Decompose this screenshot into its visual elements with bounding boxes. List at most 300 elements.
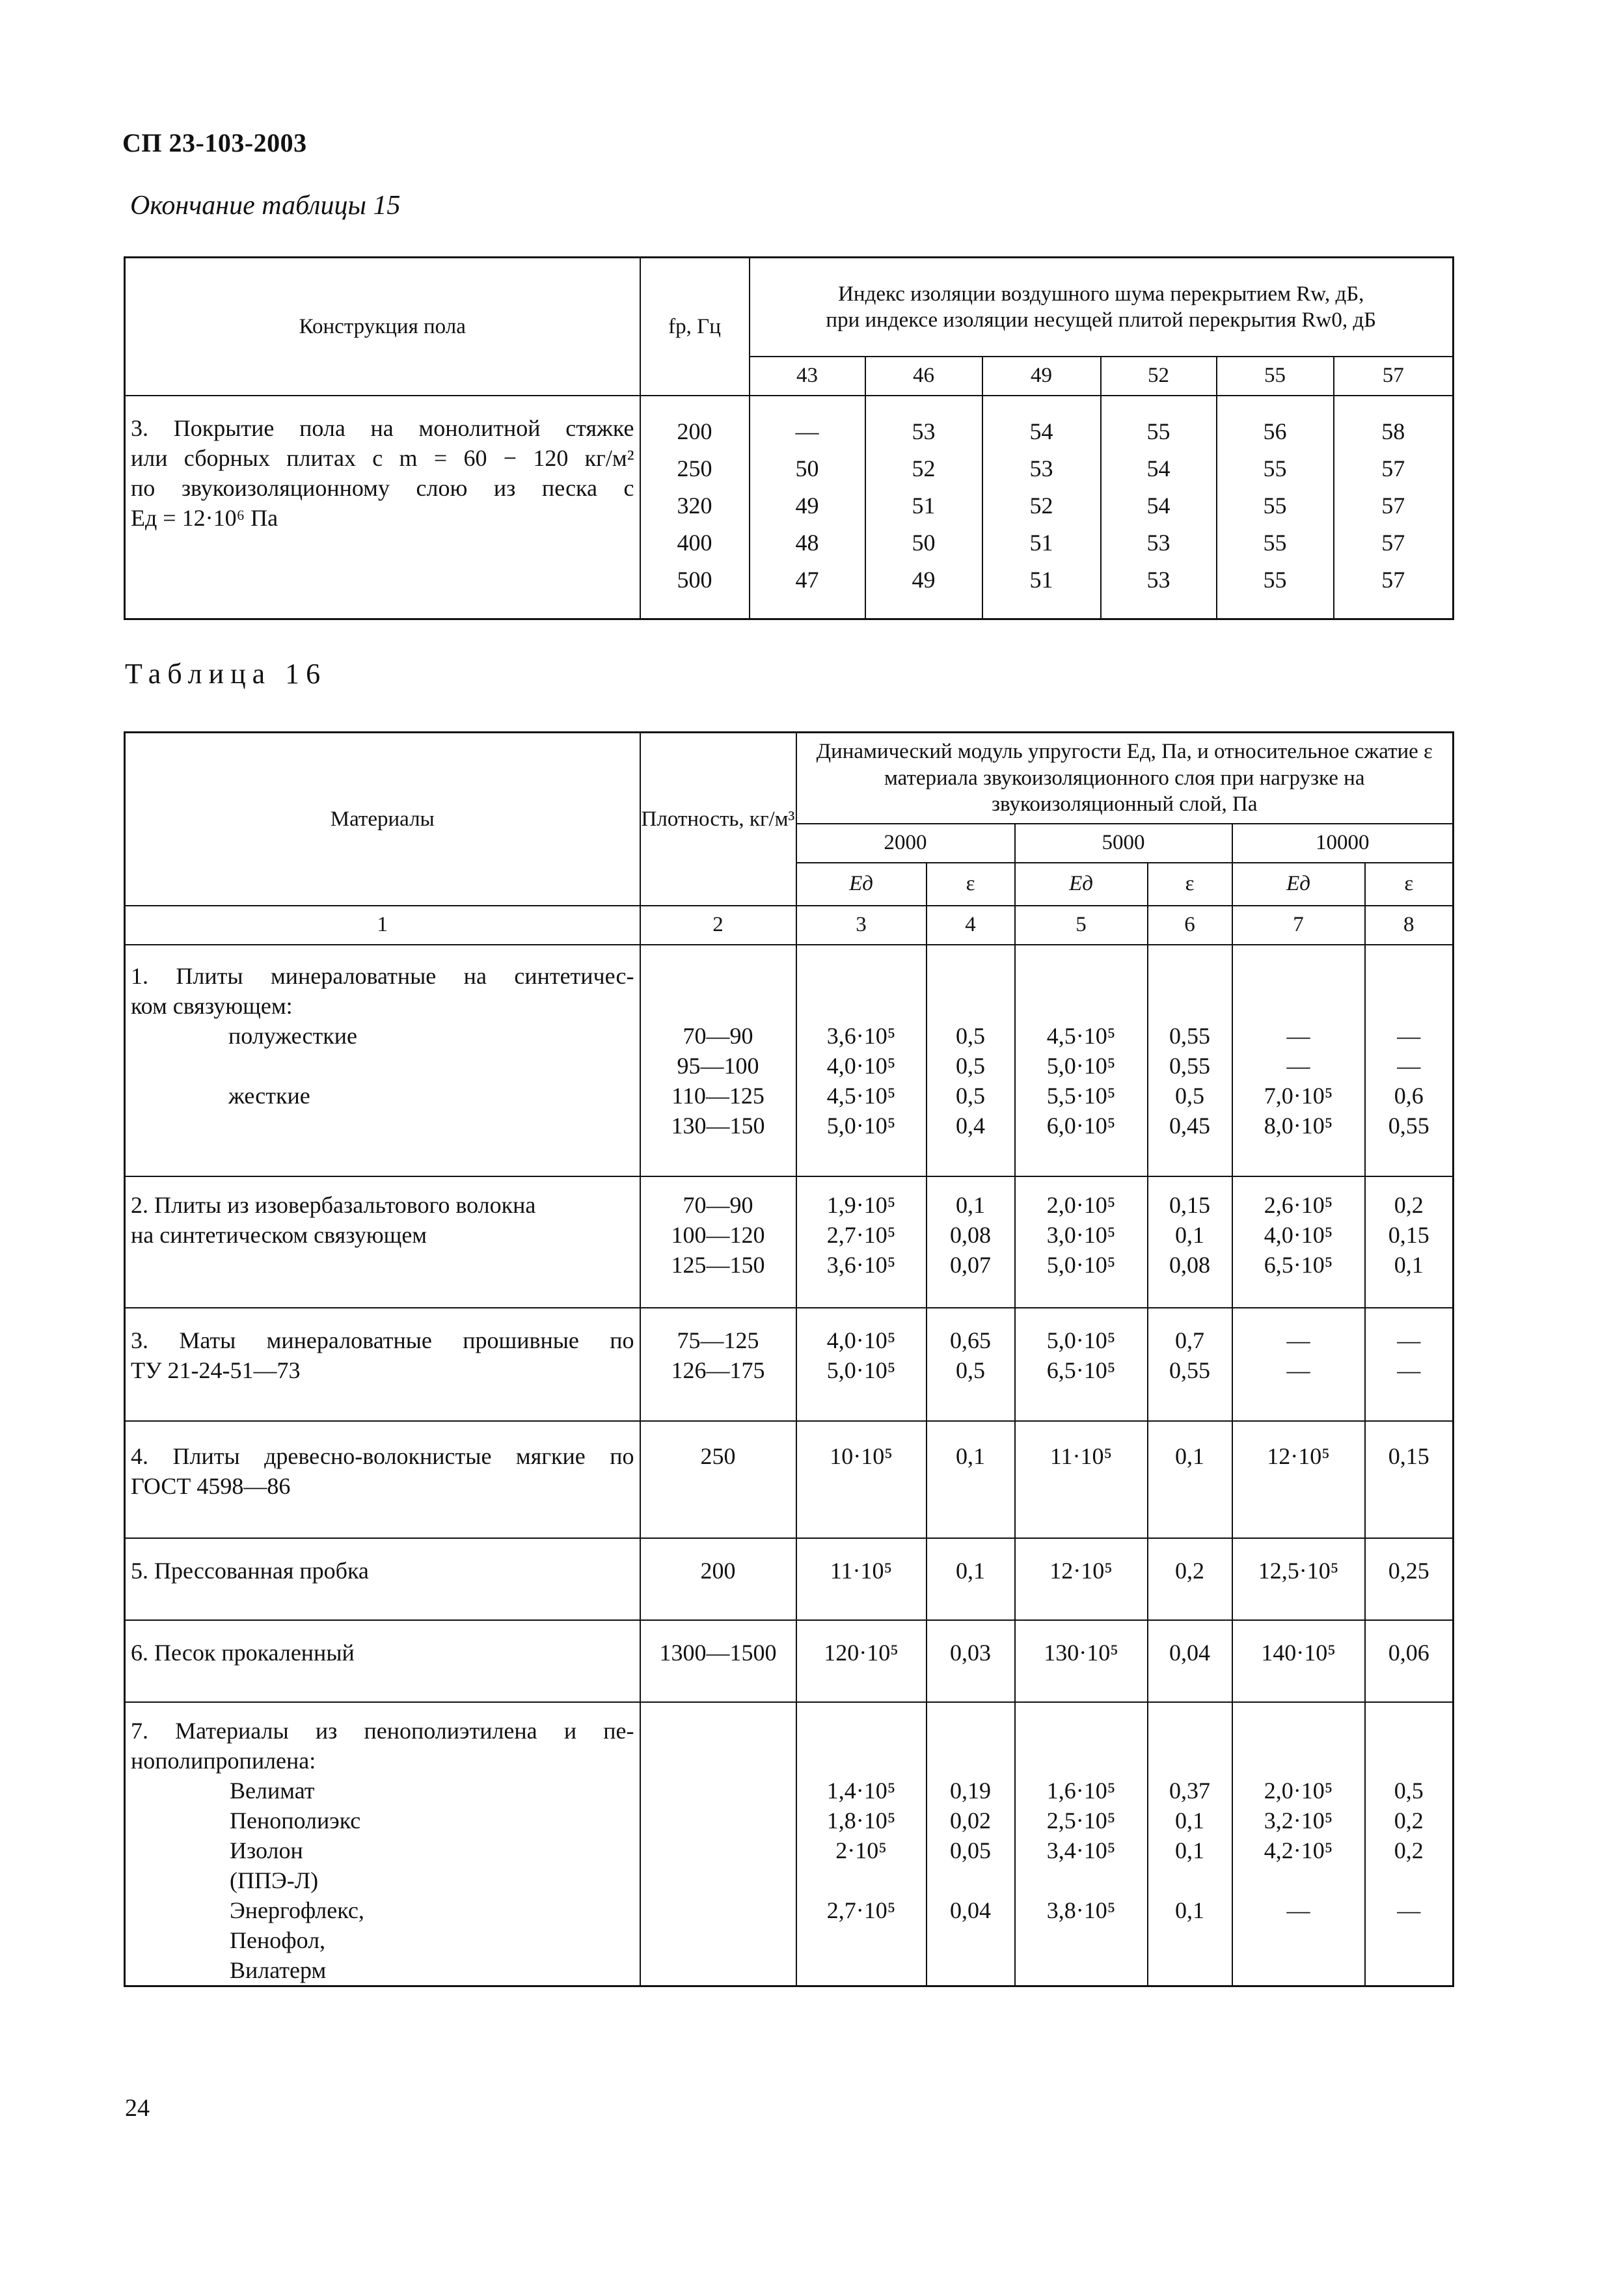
index-value: 51 (1029, 529, 1053, 556)
value-line (927, 991, 1014, 1021)
value-line (1366, 1865, 1453, 1895)
table-row (125, 1620, 1454, 1702)
strain-5000-cell (1148, 1702, 1232, 1986)
subheader-cell: 49 (982, 357, 1101, 396)
material-line (131, 1111, 634, 1141)
header-isolation-index (750, 258, 1454, 357)
strain-5000-cell (1148, 1538, 1232, 1620)
material-line: 6. Песок прокаленный (131, 1639, 355, 1666)
subheader-cell: 52 (1101, 357, 1217, 396)
value-line: 110—125 (671, 1082, 765, 1109)
value-line: 0,2 (1394, 1807, 1424, 1834)
modulus-subheader: Ед (1232, 863, 1365, 906)
index-value: 55 (1146, 418, 1171, 444)
material-cell (125, 1702, 640, 1986)
value-line: 0,15 (1169, 1191, 1210, 1218)
material-line: Пенофол, (230, 1927, 326, 1953)
value-line: — (1286, 1897, 1310, 1923)
strain-2000-cell (927, 945, 1015, 1176)
value-line: 3,6·10⁵ (826, 1251, 896, 1278)
modulus-5000-cell (1015, 945, 1148, 1176)
value-line: 0,15 (1388, 1442, 1429, 1469)
index-value: 54 (1146, 492, 1171, 519)
value-line: 10·10⁵ (830, 1442, 893, 1469)
value-line (1016, 1955, 1147, 1985)
value-line: 0,04 (950, 1897, 991, 1923)
index-value: 52 (1029, 492, 1053, 519)
material-line: 4. Плиты древесно-волокнистые мягкие по (131, 1442, 634, 1469)
value-line: 0,1 (1175, 1897, 1204, 1923)
strain-5000-cell (1148, 945, 1232, 1176)
index-value: 55 (1263, 455, 1287, 481)
value-line: 0,5 (956, 1022, 985, 1049)
value-line: 0,03 (950, 1639, 991, 1666)
index-value: 49 (795, 492, 819, 519)
value-line (1366, 961, 1453, 991)
value-line: 0,55 (1169, 1052, 1210, 1079)
header-materials: Материалы (125, 733, 640, 906)
value-line: 0,1 (1175, 1221, 1204, 1248)
material-line: ГОСТ 4598—86 (131, 1472, 291, 1499)
value-line: 0,2 (1394, 1837, 1424, 1863)
column-number: 3 (796, 906, 927, 945)
value-line (927, 1716, 1014, 1746)
value-line (641, 1746, 796, 1776)
value-line: 0,25 (1388, 1557, 1429, 1584)
index-value: 51 (1029, 566, 1053, 593)
value-line (1366, 1955, 1453, 1985)
strain-10000-cell (1365, 1620, 1454, 1702)
value-line (641, 991, 796, 1021)
value-line (797, 961, 926, 991)
strain-5000-cell (1148, 1176, 1232, 1308)
column-number: 6 (1148, 906, 1232, 945)
index-value: 57 (1381, 566, 1405, 593)
value-line: 0,1 (956, 1442, 985, 1469)
modulus-2000-cell (796, 945, 927, 1176)
material-line: Изолон (230, 1837, 303, 1863)
value-line: 0,15 (1388, 1221, 1429, 1248)
construction-line: Ед = 12·10⁶ Па (131, 504, 278, 531)
column-number: 2 (640, 906, 796, 945)
value-line: 2,7·10⁵ (826, 1221, 896, 1248)
value-line: 140·10⁵ (1261, 1639, 1336, 1666)
value-line: 0,55 (1169, 1357, 1210, 1383)
modulus-10000-cell (1232, 945, 1365, 1176)
strain-2000-cell (927, 1620, 1015, 1702)
table-15 (124, 256, 1454, 620)
modulus-5000-cell (1015, 1538, 1148, 1620)
value-line: 126—175 (671, 1357, 765, 1383)
value-line: 4,0·10⁵ (1264, 1221, 1333, 1248)
value-line: 2,7·10⁵ (826, 1897, 896, 1923)
index-value: 53 (1029, 455, 1053, 481)
table-row (125, 1538, 1454, 1620)
value-line: 8,0·10⁵ (1264, 1112, 1333, 1139)
strain-2000-cell (927, 1538, 1015, 1620)
material-cell (125, 1176, 640, 1308)
value-line (1016, 961, 1147, 991)
value-line: 4,0·10⁵ (826, 1052, 896, 1079)
material-line: Вилатерм (230, 1957, 327, 1983)
density-cell (640, 1620, 796, 1702)
modulus-10000-cell (1232, 1176, 1365, 1308)
value-line: 0,5 (956, 1082, 985, 1109)
value-line: 0,45 (1169, 1112, 1210, 1139)
material-line: Пенополиэкс (230, 1807, 361, 1834)
value-line: 4,2·10⁵ (1264, 1837, 1333, 1863)
value-line (797, 1865, 926, 1895)
index-value: 55 (1263, 492, 1287, 519)
table-row (125, 945, 1454, 1176)
header-construction: Конструкция пола (125, 258, 640, 396)
index-value: 53 (912, 418, 936, 444)
value-line: 1,6·10⁵ (1046, 1777, 1116, 1804)
value-line (1016, 1865, 1147, 1895)
value-line: 70—90 (683, 1022, 753, 1049)
value-line (641, 1925, 796, 1955)
modulus-10000-cell (1232, 1421, 1365, 1538)
material-line (131, 1051, 634, 1081)
density-cell (640, 1702, 796, 1986)
index-column-52 (1101, 396, 1217, 619)
column-number: 7 (1232, 906, 1365, 945)
strain-2000-cell (927, 1308, 1015, 1421)
value-line: 0,06 (1388, 1639, 1429, 1666)
value-line: 5,0·10⁵ (1046, 1327, 1116, 1353)
value-line (1016, 1925, 1147, 1955)
value-line: — (1286, 1022, 1310, 1049)
modulus-subheader: Ед (796, 863, 927, 906)
index-column-55 (1217, 396, 1334, 619)
value-line: — (1286, 1357, 1310, 1383)
value-line: 0,08 (950, 1221, 991, 1248)
value-line (1233, 991, 1364, 1021)
column-number: 5 (1015, 906, 1148, 945)
strain-10000-cell (1365, 1308, 1454, 1421)
value-line (1016, 1716, 1147, 1746)
load-2000-header: 2000 (796, 824, 1015, 863)
value-line (1233, 1865, 1364, 1895)
strain-2000-cell (927, 1702, 1015, 1986)
value-line: 0,5 (1394, 1777, 1424, 1804)
strain-10000-cell (1365, 1421, 1454, 1538)
frequency-value: 200 (677, 418, 712, 444)
value-line (1016, 1746, 1147, 1776)
value-line (641, 1716, 796, 1746)
value-line: 7,0·10⁵ (1264, 1082, 1333, 1109)
modulus-2000-cell (796, 1176, 927, 1308)
modulus-5000-cell (1015, 1620, 1148, 1702)
value-line (1233, 1955, 1364, 1985)
value-line: 3,2·10⁵ (1264, 1807, 1333, 1834)
index-value: 51 (912, 492, 936, 519)
strain-5000-cell (1148, 1620, 1232, 1702)
value-line (1148, 991, 1232, 1021)
index-value: 52 (912, 455, 936, 481)
column-number: 8 (1365, 906, 1454, 945)
value-line: — (1397, 1022, 1421, 1049)
value-line: — (1397, 1327, 1421, 1353)
value-line (641, 961, 796, 991)
index-value: 50 (795, 455, 819, 481)
strain-10000-cell (1365, 1702, 1454, 1986)
index-value: 57 (1381, 455, 1405, 481)
material-cell (125, 1620, 640, 1702)
material-cell (125, 1538, 640, 1620)
construction-line: 3. Покрытие пола на монолитной стяжке (131, 414, 634, 441)
index-value: — (795, 418, 819, 444)
value-line: 0,1 (956, 1557, 985, 1584)
value-line (1233, 1925, 1364, 1955)
value-line (1148, 1955, 1232, 1985)
value-line: 1300—1500 (659, 1639, 777, 1666)
strain-subheader: ε (927, 863, 1015, 906)
value-line: 130·10⁵ (1044, 1639, 1118, 1666)
density-cell (640, 1176, 796, 1308)
index-value: 53 (1146, 566, 1171, 593)
material-line: ком связующем: (131, 992, 293, 1019)
strain-2000-cell (927, 1421, 1015, 1538)
column-number-row (125, 906, 1454, 945)
value-line: 120·10⁵ (824, 1639, 899, 1666)
value-line: 100—120 (671, 1221, 765, 1248)
value-line (641, 1895, 796, 1925)
index-value: 56 (1263, 418, 1287, 444)
value-line: 6,5·10⁵ (1046, 1357, 1116, 1383)
value-line: 0,08 (1169, 1251, 1210, 1278)
column-number: 4 (927, 906, 1015, 945)
value-line: 0,2 (1175, 1557, 1204, 1584)
frequency-value: 320 (677, 492, 712, 519)
value-line: 0,37 (1169, 1777, 1210, 1804)
value-line: 11·10⁵ (1049, 1442, 1113, 1469)
strain-5000-cell (1148, 1421, 1232, 1538)
construction-line: по звукоизоляционному слою из песка с (131, 474, 634, 501)
subheader-cell: 46 (865, 357, 982, 396)
index-value: 57 (1381, 529, 1405, 556)
value-line: 5,0·10⁵ (1046, 1251, 1116, 1278)
value-line: 3,6·10⁵ (826, 1022, 896, 1049)
frequency-cell (640, 396, 750, 619)
value-line: 5,0·10⁵ (826, 1112, 896, 1139)
material-line: жесткие (228, 1082, 310, 1109)
value-line: — (1397, 1052, 1421, 1079)
page-number: 24 (125, 2094, 150, 2122)
header-isolation-line1: Индекс изоляции воздушного шума перекрытием Rw, дБ, (838, 282, 1364, 306)
index-value: 50 (912, 529, 936, 556)
frequency-value: 400 (677, 529, 712, 556)
value-line: 125—150 (671, 1251, 765, 1278)
value-line (927, 961, 1014, 991)
value-line (641, 1835, 796, 1865)
header-frequency: fр, Гц (640, 258, 750, 396)
value-line: 2,0·10⁵ (1046, 1191, 1116, 1218)
column-number: 1 (125, 906, 640, 945)
index-value: 47 (795, 566, 819, 593)
material-line: ТУ 21-24-51—73 (131, 1357, 301, 1383)
value-line: — (1397, 1897, 1421, 1923)
value-line (1366, 1925, 1453, 1955)
density-cell (640, 1421, 796, 1538)
index-column-43 (750, 396, 865, 619)
table-row (125, 1702, 1454, 1986)
index-value: 55 (1263, 566, 1287, 593)
value-line: 4,0·10⁵ (826, 1327, 896, 1353)
value-line: 0,4 (956, 1112, 985, 1139)
value-line: 3,4·10⁵ (1046, 1837, 1116, 1863)
index-value: 53 (1146, 529, 1171, 556)
value-line: 3,8·10⁵ (1046, 1897, 1116, 1923)
value-line (927, 1955, 1014, 1985)
value-line: 1,9·10⁵ (826, 1191, 896, 1218)
value-line: 1,4·10⁵ (826, 1777, 896, 1804)
value-line (1148, 1746, 1232, 1776)
value-line (1233, 961, 1364, 991)
material-line: полужесткие (228, 1022, 357, 1049)
table15-continuation-caption: Окончание таблицы 15 (130, 191, 401, 221)
value-line (1233, 1716, 1364, 1746)
value-line: — (1397, 1357, 1421, 1383)
value-line (1016, 991, 1147, 1021)
modulus-10000-cell (1232, 1308, 1365, 1421)
frequency-value: 500 (677, 566, 712, 593)
modulus-10000-cell (1232, 1620, 1365, 1702)
header-isolation-line2: при индексе изоляции несущей плитой перекрытия Rw0, дБ (826, 308, 1377, 332)
value-line (927, 1925, 1014, 1955)
strain-2000-cell (927, 1176, 1015, 1308)
density-cell (640, 1538, 796, 1620)
value-line: 6,5·10⁵ (1264, 1251, 1333, 1278)
value-line (797, 1925, 926, 1955)
load-10000-header: 10000 (1232, 824, 1454, 863)
modulus-10000-cell (1232, 1538, 1365, 1620)
material-line: Велимат (230, 1777, 315, 1804)
value-line: 4,5·10⁵ (826, 1082, 896, 1109)
modulus-5000-cell (1015, 1176, 1148, 1308)
material-line: 7. Материалы из пенополиэтилена и пе- (131, 1717, 634, 1744)
value-line: 3,0·10⁵ (1046, 1221, 1116, 1248)
value-line: 70—90 (683, 1191, 753, 1218)
value-line: 75—125 (677, 1327, 759, 1353)
value-line: — (1286, 1052, 1310, 1079)
value-line: 5,0·10⁵ (1046, 1052, 1116, 1079)
value-line: 0,6 (1394, 1082, 1424, 1109)
value-line (797, 991, 926, 1021)
strain-10000-cell (1365, 1176, 1454, 1308)
header-density: Плотность, кг/м³ (640, 733, 796, 906)
table16-caption: Таблица 16 (125, 658, 327, 690)
value-line (641, 1806, 796, 1835)
value-line (1148, 961, 1232, 991)
value-line: 0,05 (950, 1837, 991, 1863)
value-line (641, 1865, 796, 1895)
value-line: 5,0·10⁵ (826, 1357, 896, 1383)
value-line (1366, 991, 1453, 1021)
index-value: 54 (1146, 455, 1171, 481)
modulus-5000-cell (1015, 1308, 1148, 1421)
value-line: 0,1 (1175, 1807, 1204, 1834)
material-line: Энергофлекс, (230, 1897, 364, 1923)
load-5000-header: 5000 (1015, 824, 1232, 863)
value-line (1233, 1746, 1364, 1776)
modulus-2000-cell (796, 1421, 927, 1538)
material-line: 3. Маты минераловатные прошивные по (131, 1327, 634, 1353)
frequency-value: 250 (677, 455, 712, 481)
value-line: 0,1 (1175, 1837, 1204, 1863)
index-value: 54 (1029, 418, 1053, 444)
value-line: 0,55 (1388, 1112, 1429, 1139)
index-value: 49 (912, 566, 936, 593)
material-line: 5. Прессованная пробка (131, 1557, 369, 1584)
table-row (125, 1421, 1454, 1538)
value-line: 6,0·10⁵ (1046, 1112, 1116, 1139)
modulus-5000-cell (1015, 1702, 1148, 1986)
material-line: на синтетическом связующем (131, 1221, 427, 1248)
value-line: 5,5·10⁵ (1046, 1082, 1116, 1109)
value-line (1148, 1865, 1232, 1895)
material-cell (125, 1421, 640, 1538)
value-line: 95—100 (677, 1052, 759, 1079)
value-line: 0,1 (956, 1191, 985, 1218)
value-line: 2,6·10⁵ (1264, 1191, 1333, 1218)
index-value: 48 (795, 529, 819, 556)
strain-5000-cell (1148, 1308, 1232, 1421)
value-line (797, 1716, 926, 1746)
value-line: — (1286, 1327, 1310, 1353)
material-line: 1. Плиты минераловатные на синтетичес- (131, 962, 634, 989)
value-line: 0,07 (950, 1251, 991, 1278)
material-cell (125, 1308, 640, 1421)
modulus-10000-cell (1232, 1702, 1365, 1986)
index-column-57 (1334, 396, 1454, 619)
modulus-5000-cell (1015, 1421, 1148, 1538)
header-dynamic-modulus: Динамический модуль упругости Ед, Па, и относительное сжатие ε материала звукоизоляционного слоя при нагрузке на звукоизоляционный слой, Па (796, 733, 1454, 824)
value-line: 0,5 (956, 1357, 985, 1383)
table-16 (124, 731, 1454, 1987)
index-value: 55 (1263, 529, 1287, 556)
table-row (125, 396, 1454, 619)
index-column-49 (982, 396, 1101, 619)
value-line: 0,19 (950, 1777, 991, 1804)
value-line (1366, 1746, 1453, 1776)
value-line: 0,1 (1394, 1251, 1424, 1278)
value-line: 12,5·10⁵ (1258, 1557, 1339, 1584)
value-line (1148, 1716, 1232, 1746)
subheader-cell: 57 (1334, 357, 1454, 396)
value-line: 250 (700, 1442, 736, 1469)
value-line: 0,7 (1175, 1327, 1204, 1353)
value-line: 130—150 (671, 1112, 765, 1139)
value-line (797, 1746, 926, 1776)
strain-10000-cell (1365, 945, 1454, 1176)
density-cell (640, 1308, 796, 1421)
value-line (1148, 1925, 1232, 1955)
subheader-cell: 55 (1217, 357, 1334, 396)
modulus-2000-cell (796, 1538, 927, 1620)
value-line: 0,04 (1169, 1639, 1210, 1666)
value-line (927, 1865, 1014, 1895)
modulus-2000-cell (796, 1308, 927, 1421)
value-line: 2,0·10⁵ (1264, 1777, 1333, 1804)
value-line: 11·10⁵ (830, 1557, 893, 1584)
value-line: 4,5·10⁵ (1046, 1022, 1116, 1049)
value-line: 1,8·10⁵ (826, 1807, 896, 1834)
value-line (641, 1776, 796, 1806)
index-value: 58 (1381, 418, 1405, 444)
index-value: 57 (1381, 492, 1405, 519)
value-line: 2·10⁵ (835, 1837, 887, 1863)
